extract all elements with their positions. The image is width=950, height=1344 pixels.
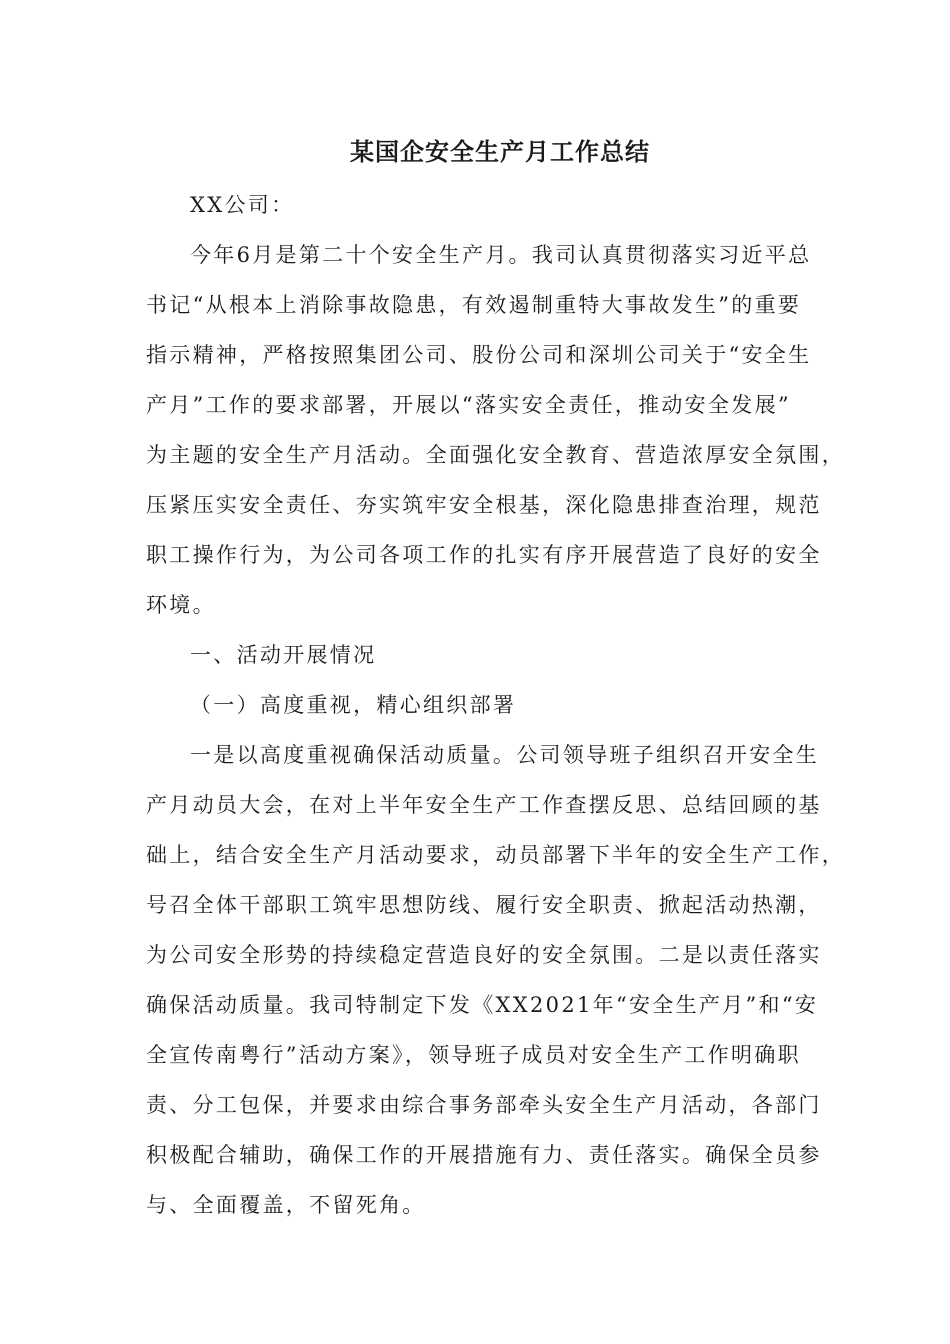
body-line: 为公司安全形势的持续稳定营造良好的安全氛围。二是以责任落实 (146, 943, 822, 967)
subsection-heading: （一）高度重视，精心组织部署 (190, 693, 517, 717)
document-body (146, 180, 845, 1230)
body-line: 职工操作行为，为公司各项工作的扎实有序开展营造了良好的安全 (146, 543, 822, 567)
body-line: 一是以高度重视确保活动质量。公司领导班子组织召开安全生 (190, 743, 820, 767)
body-line: 责、分工包保，并要求由综合事务部牵头安全生产月活动，各部门 (146, 1093, 822, 1117)
body-line: 产月”工作的要求部署，开展以“落实安全责任，推动安全发展” (146, 393, 791, 417)
body-line: XX公司： (190, 193, 295, 217)
body-line: 压紧压实安全责任、夯实筑牢安全根基，深化隐患排查治理，规范 (146, 493, 822, 517)
document-title: 某国企安全生产月工作总结 (350, 137, 650, 166)
body-line: 环境。 (146, 593, 216, 617)
body-line: 确保活动质量。我司特制定下发《XX2021年“安全生产月”和“安 (146, 993, 819, 1017)
body-line: 全宣传南粤行”活动方案》，领导班子成员对安全生产工作明确职 (146, 1043, 801, 1067)
body-line: 产月动员大会，在对上半年安全生产工作查摆反思、总结回顾的基 (146, 793, 822, 817)
body-line: 为主题的安全生产月活动。全面强化安全教育、营造浓厚安全氛围， (146, 443, 845, 467)
body-line: 与、全面覆盖，不留死角。 (146, 1193, 426, 1217)
body-line: 号召全体干部职工筑牢思想防线、履行安全职责、掀起活动热潮， (146, 893, 822, 917)
section-heading: 一、活动开展情况 (190, 643, 377, 667)
body-line: 积极配合辅助，确保工作的开展措施有力、责任落实。确保全员参 (146, 1143, 822, 1167)
body-line: 今年6月是第二十个安全生产月。我司认真贯彻落实习近平总 (190, 243, 812, 267)
body-line: 础上，结合安全生产月活动要求，动员部署下半年的安全生产工作， (146, 843, 845, 867)
body-line: 书记“从根本上消除事故隐患，有效遏制重特大事故发生”的重要 (146, 293, 802, 317)
body-line: 指示精神，严格按照集团公司、股份公司和深圳公司关于“安全生 (146, 343, 812, 367)
